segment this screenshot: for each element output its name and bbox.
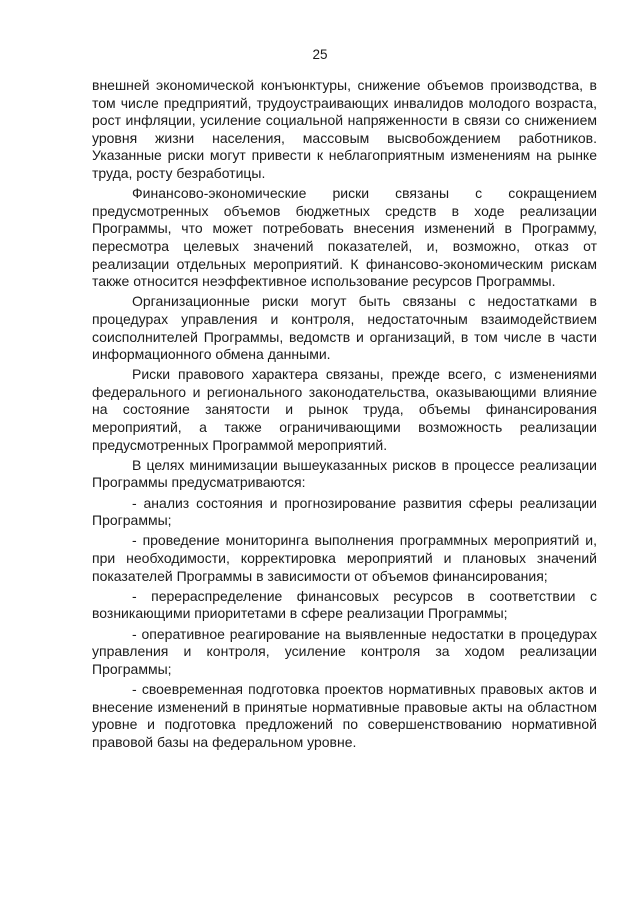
paragraph-legal-risks: Риски правового характера связаны, прежде всего, с изменениями федерального и регионального законодательства, оказывающими влияние на состояние занятости и рынок труда, объемы финансирования мероприятий, а также ограничивающими возможность реализации предусмотренных Программой мероприятий. [92, 366, 597, 453]
list-item-response: - оперативное реагирование на выявленные недостатки в процедурах управления и контроля, усиление контроля за ходом реализации Программы; [92, 625, 597, 677]
paragraph-economic-risks-continuation: внешней экономической конъюнктуры, снижение объемов производства, в том числе предприятий, трудоустраивающих инвалидов молодого возраста, рост инфляции, усиление социальной напряженности в связи со снижением уровня жизни населения, массовым высвобождением работников. Указанные риски могут привести к неблагоприятным изменениям на рынке труда, росту безработицы. [92, 77, 597, 181]
list-item-monitoring: - проведение мониторинга выполнения программных мероприятий и, при необходимости, корректировка мероприятий и плановых значений показателей Программы в зависимости от объемов финансирования; [92, 532, 597, 584]
document-body [92, 77, 597, 754]
paragraph-risk-mitigation-intro: В целях минимизации вышеуказанных рисков в процессе реализации Программы предусматриваются: [92, 456, 597, 491]
list-item-legal-preparation: - своевременная подготовка проектов нормативных правовых актов и внесение изменений в принятые нормативные правовые акты на областном уровне и подготовка предложений по совершенствованию нормативной правовой базы на федеральном уровне. [92, 680, 597, 750]
list-item-redistribution: - перераспределение финансовых ресурсов в соответствии с возникающими приоритетами в сфере реализации Программы; [92, 587, 597, 622]
paragraph-organizational-risks: Организационные риски могут быть связаны с недостатками в процедурах управления и контроля, недостаточным взаимодействием соисполнителей Программы, ведомств и организаций, в том числе в части информационного обмена данными. [92, 293, 597, 363]
paragraph-financial-risks: Финансово-экономические риски связаны с сокращением предусмотренных объемов бюджетных средств в ходе реализации Программы, что может потребовать внесения изменений в Программу, пересмотра целевых значений показателей, и, возможно, отказ от реализации отдельных мероприятий. К финансово-экономическим рискам также относится неэффективное использование ресурсов Программы. [92, 185, 597, 290]
page-number: 25 [312, 47, 328, 62]
list-item-analysis: - анализ состояния и прогнозирование развития сферы реализации Программы; [92, 494, 597, 529]
